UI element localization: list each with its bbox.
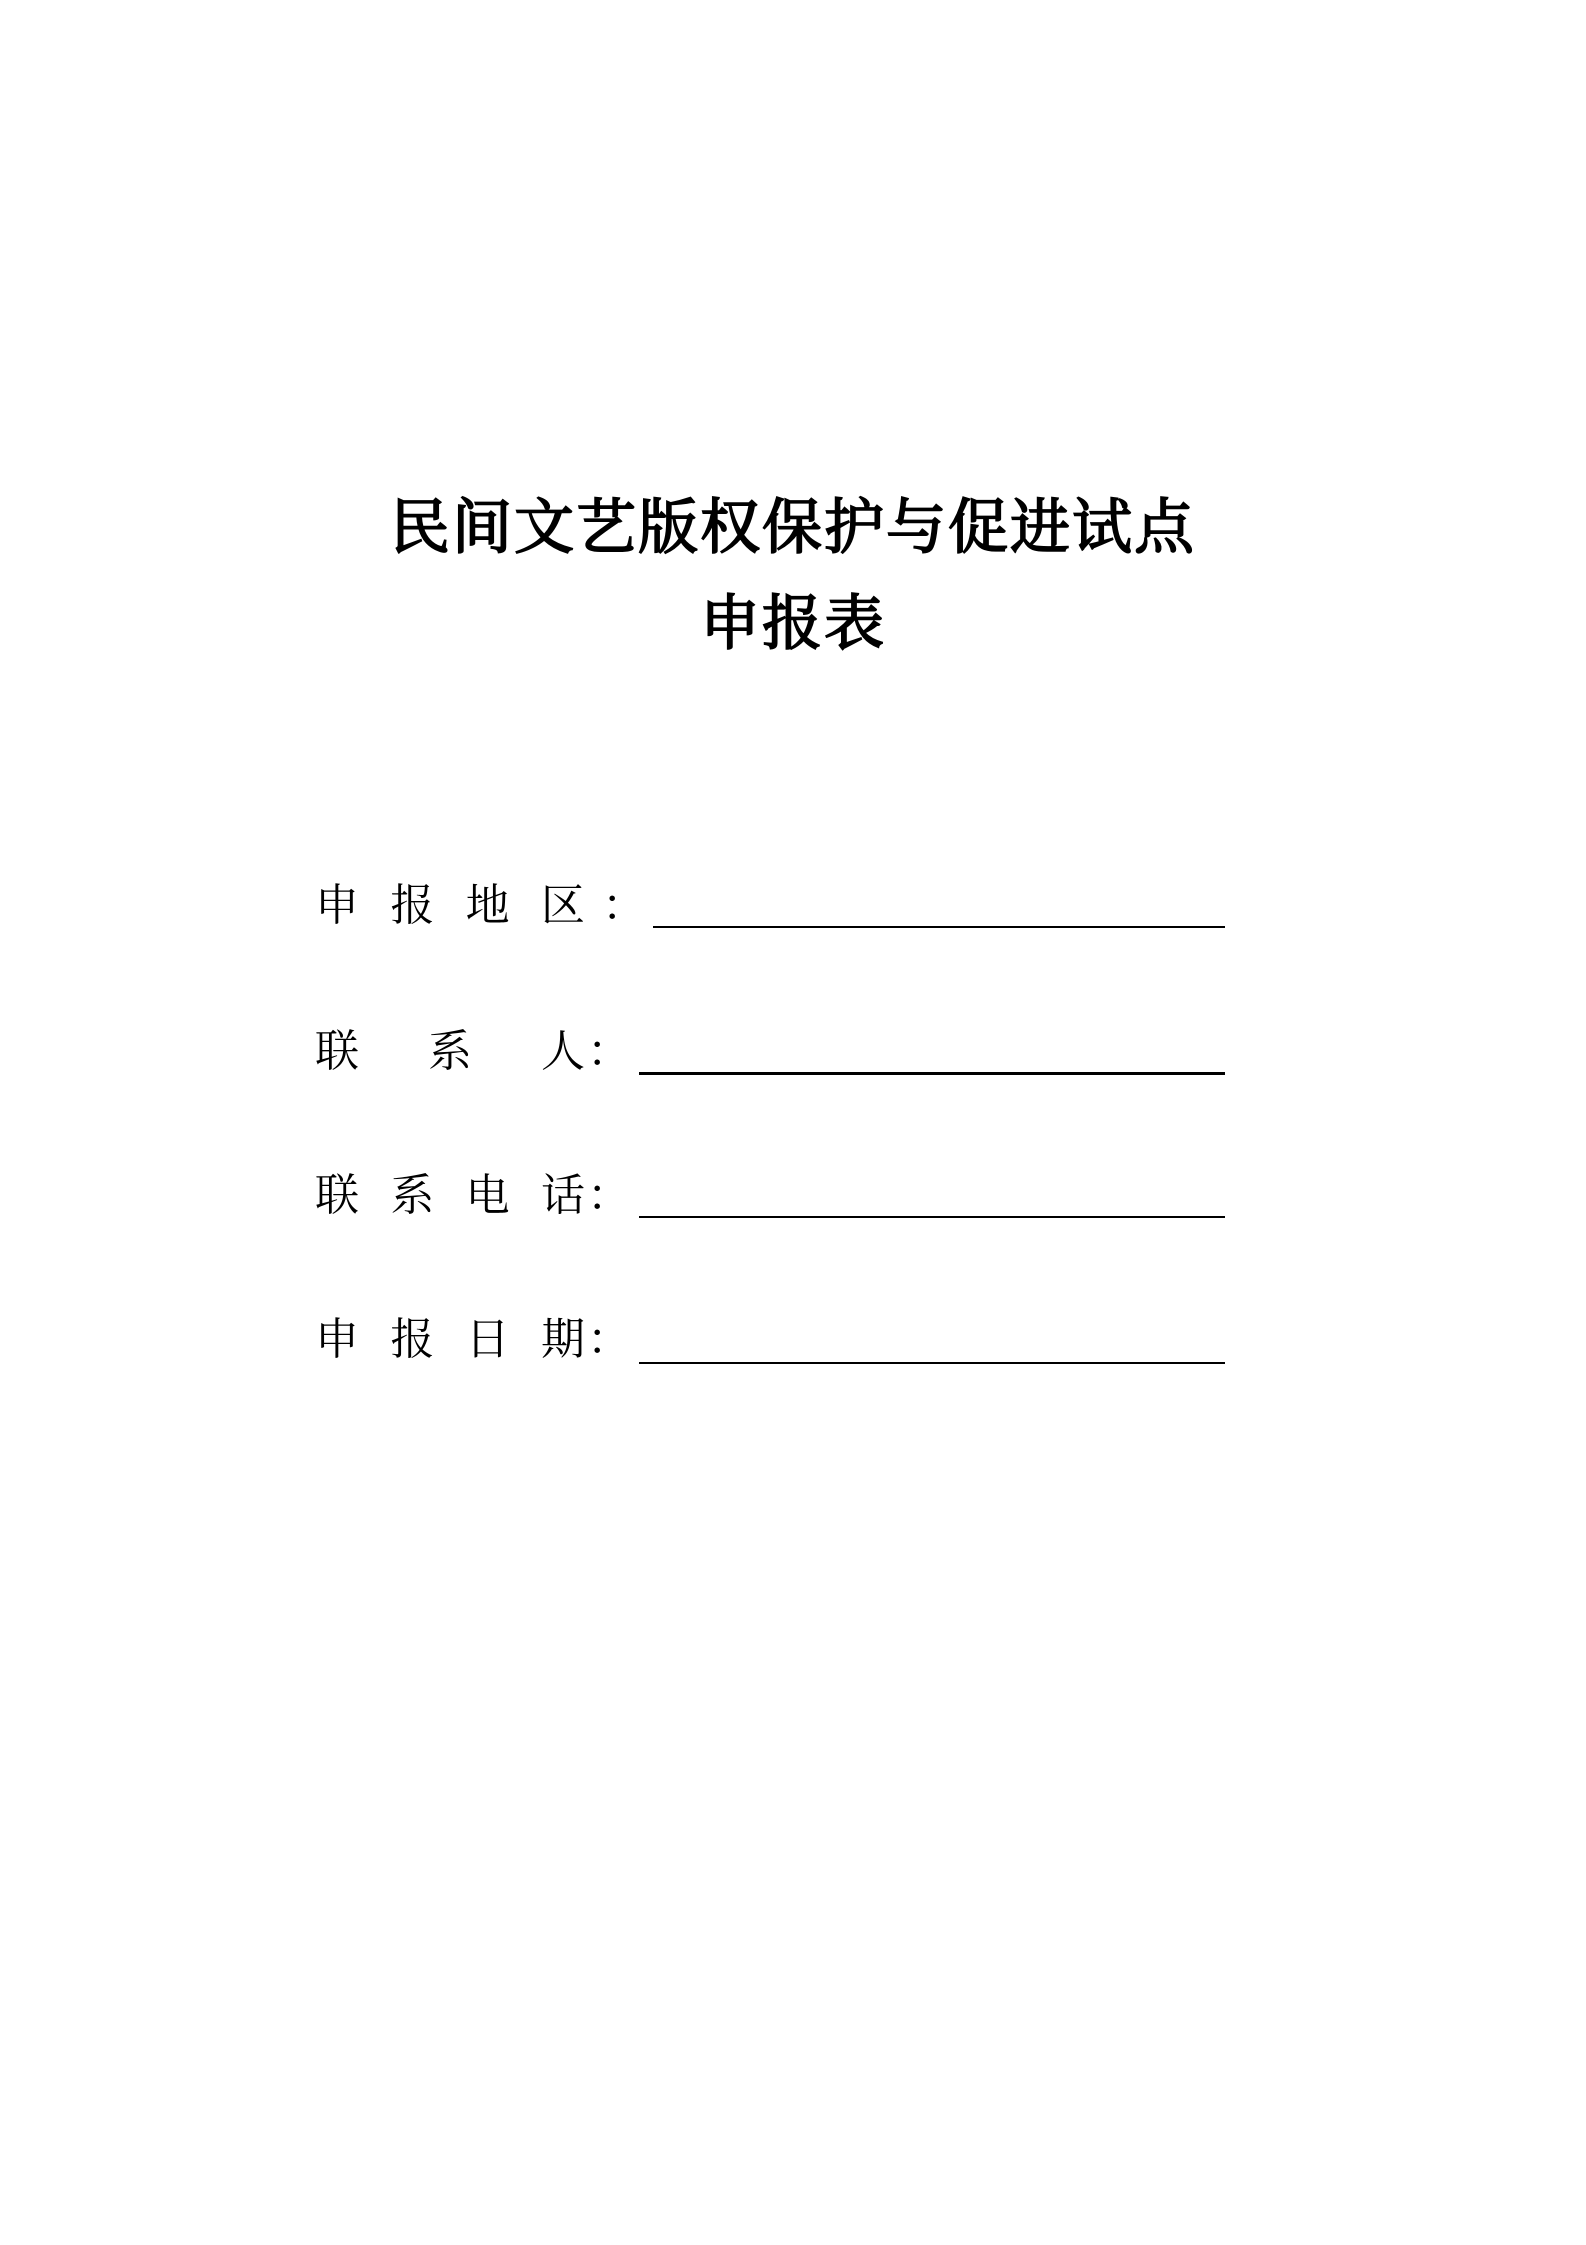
field-date	[315, 1308, 1225, 1372]
field-region-input-line[interactable]	[653, 926, 1225, 928]
title-line-2: 申报表	[700, 589, 886, 659]
field-phone-label: 联 系 电 话	[315, 1170, 585, 1221]
title-line-1: 民间文艺版权保护与促进试点	[390, 493, 1196, 563]
field-contact-label: 联 系 人	[315, 1026, 585, 1077]
field-contact-colon: ：	[587, 1026, 631, 1077]
field-date-label: 申 报 日 期	[315, 1314, 585, 1365]
field-date-input-line[interactable]	[639, 1362, 1225, 1364]
field-phone-colon: ：	[587, 1170, 631, 1221]
field-region-colon: ：	[602, 880, 646, 931]
field-region-label: 申 报 地 区	[315, 880, 585, 931]
field-contact	[315, 1020, 1225, 1084]
field-phone	[315, 1164, 1225, 1228]
document-title	[0, 480, 1586, 672]
field-contact-input-line[interactable]	[639, 1072, 1225, 1075]
field-region	[315, 874, 1225, 938]
field-phone-input-line[interactable]	[639, 1216, 1225, 1218]
field-date-colon: ：	[587, 1314, 631, 1365]
